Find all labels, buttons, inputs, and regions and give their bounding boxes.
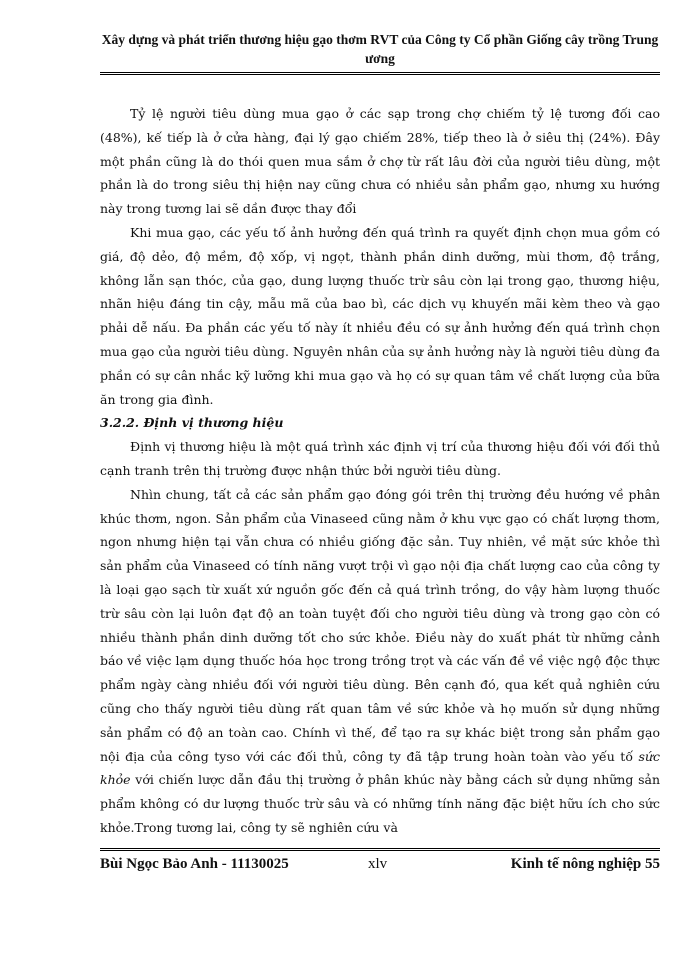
page-header: Xây dựng và phát triển thương hiệu gạo thơm RVT của Công ty Cổ phần Giống cây trồng Trung ương [101,32,659,66]
page-number: xlv [368,856,388,872]
footer-course: Kinh tế nông nghiệp 55 [510,856,660,872]
footer-author: Bùi Ngọc Bảo Anh - 11130025 [100,856,289,872]
paragraph-consumer-purchase-location: Tỷ lệ người tiêu dùng mua gạo ở các sạp trong chợ chiếm tỷ lệ tương đối cao (48%), kế tiếp là ở cửa hàng, đại lý gạo chiếm 28%, tiếp theo là ở siêu thị (24%). Đây một phần cũng là do thói quen mua sắm ở chợ từ rất lâu đời của người tiêu dùng, một phần là do trong siêu thị hiện nay cũng chưa có nhiều sản phẩm gạo, nhưng xu hướng này trong tương lai sẽ dần được thay đổi [100,106,660,217]
paragraph-text-part: Nhìn chung, tất cả các sản phẩm gạo đóng gói trên thị trường đều hướng về phân khúc thơm, ngon. Sản phẩm của Vinaseed cũng nằm ở khu vực gạo có chất lượng thơm, ngon nhưng hiện tại vẫn chưa có nhiều giống đặc sản. Tuy nhiên, về mặt sức khỏe thì sản phẩm của Vinaseed có tính năng vượt trội vì gạo nội địa chất lượng cao của công ty là loại gạo sạch từ xuất xứ nguồn gốc đến cả quá trình trồng, do vậy hàm lượng thuốc trừ sâu còn lại luôn đạt độ an toàn tuyệt đối cho người tiêu dùng và trong gạo còn có nhiều thành phần dinh dưỡng tốt cho sức khỏe. Điều này do xuất phát từ những cảnh báo về việc lạm dụng thuốc hóa học trong trồng trọt và các vấn đề về việc ngộ độc thực phẩm ngày càng nhiều đối với người tiêu dùng. Bên cạnh đó, qua kết quả nghiên cứu cũng cho thấy người tiêu dùng rất quan tâm về sức khỏe và họ muốn sử dụng những sản phẩm có độ an toàn cao. Chính vì thế, để tạo ra sự khác biệt trong sản phẩm gạo nội địa của công tyso với các đối thủ, công ty đã tập trung hoàn toàn vào yếu tố [100,486,660,764]
header-divider-double [100,74,660,75]
footer-divider-double [100,850,660,851]
header-divider [100,72,660,73]
emphasis-health: sức khỏe [100,748,660,788]
paragraph-brand-positioning-definition: Định vị thương hiệu là một quá trình xác định vị trí của thương hiệu đối với đối thủ cạnh tranh trên thị trường được nhận thức bởi người tiêu dùng. [100,439,660,478]
paragraph-vinaseed-positioning [100,483,660,840]
document-body [100,102,660,840]
paragraph-purchase-factors: Khi mua gạo, các yếu tố ảnh hưởng đến quá trình ra quyết định chọn mua gồm có giá, độ dẻo, độ mềm, độ xốp, vị ngọt, thành phần dinh dưỡng, mùi thơm, độ trắng, không lẫn sạn thóc, của gạo, dung lượng thuốc trừ sâu còn lại trong gạo, thương hiệu, nhãn hiệu đáng tin cậy, mẫu mã của bao bì, các dịch vụ khuyến mãi kèm theo và gạo phải dễ nấu. Đa phần các yếu tố này ít nhiều đều có sự ảnh hưởng đến quá trình chọn mua gạo của người tiêu dùng. Nguyên nhân của sự ảnh hưởng này là người tiêu dùng đa phần có sự cân nhắc kỹ lưỡng khi mua gạo và họ có sự quan tâm về chất lượng của bữa ăn trong gia đình. [100,224,660,407]
page-footer [100,856,660,878]
section-heading: 3.2.2. Định vị thương hiệu [100,415,284,431]
footer-divider [100,848,660,849]
paragraph-text-part: với chiến lược dẫn đầu thị trường ở phân khúc này bằng cách sử dụng những sản phẩm không có dư lượng thuốc trừ sâu và có những tính năng đặc biệt hữu ích cho sức khỏe.Trong tương lai, công ty sẽ nghiên cứu và [100,772,660,835]
